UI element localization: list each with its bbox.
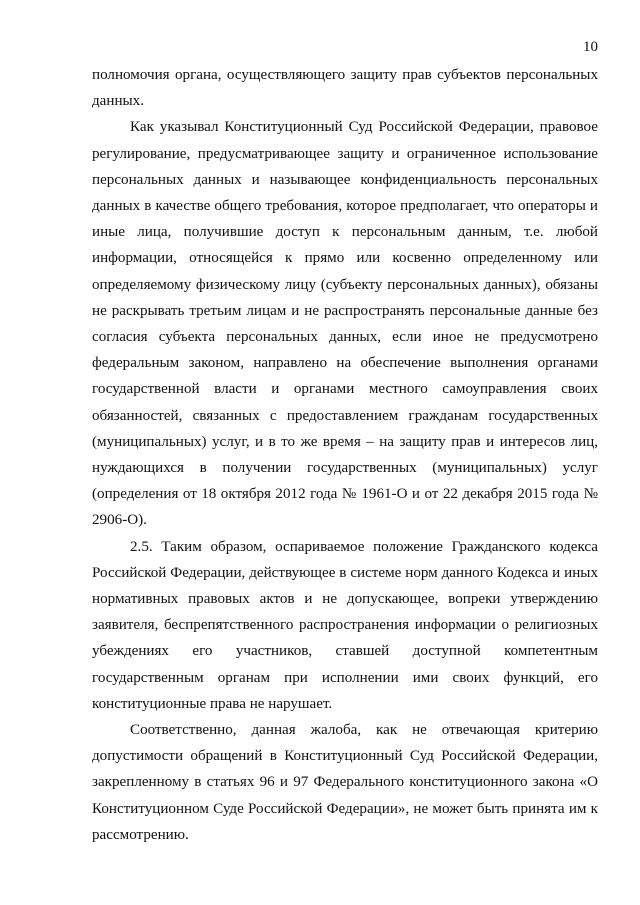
paragraph-continuation: полномочия органа, осуществляющего защиту прав субъектов персональных данных. <box>92 67 598 110</box>
paragraph-complaint-inadmissible: Соответственно, данная жалоба, как не отвечающая критерию допустимости обращений в Конституционный Суд Российской Федерации, закрепленному в статьях 96 и 97 Федерального конституционного закона «О Конституционном Суде Российской Федерации», не может быть принята им к рассмотрению. <box>92 722 598 843</box>
page-number: 10 <box>583 39 598 55</box>
paragraph-2-5-conclusion: 2.5. Таким образом, оспариваемое положение Гражданского кодекса Российской Федерации, действующее в системе норм данного Кодекса и иных нормативных правовых актов и не допускающее, вопреки утверждению заявителя, беспрепятственного распространения информации о религиозных убеждениях его участников, ставшей доступной компетентным государственным органам при исполнении ими своих функций, его конституционные права не нарушает. <box>92 538 598 712</box>
paragraph-constitutional-court-position: Как указывал Конституционный Суд Российской Федерации, правовое регулирование, предусматривающее защиту и ограниченное использование персональных данных и называющее конфиденциальность персональных данных в качестве общего требования, которое предполагает, что операторы и иные лица, получившие доступ к персональным данным, т.е. любой информации, относящейся к прямо или косвенно определенному или определяемому физическому лицу (субъекту персональных данных), обязаны не раскрывать третьим лицам и не распространять персональные данные без согласия субъекта персональных данных, если иное не предусмотрено федеральным законом, направлено на обеспечение выполнения органами государственной власти и органами местного самоуправления своих обязанностей, связанных с предоставлением гражданам государственных (муниципальных) услуг, и в то же время – на защиту прав и интересов лиц, нуждающихся в получении государственных (муниципальных) услуг (определения от 18 октября 2012 года № 1961-О и от 22 декабря 2015 года № 2906-О). <box>92 119 598 529</box>
document-body <box>92 62 598 848</box>
